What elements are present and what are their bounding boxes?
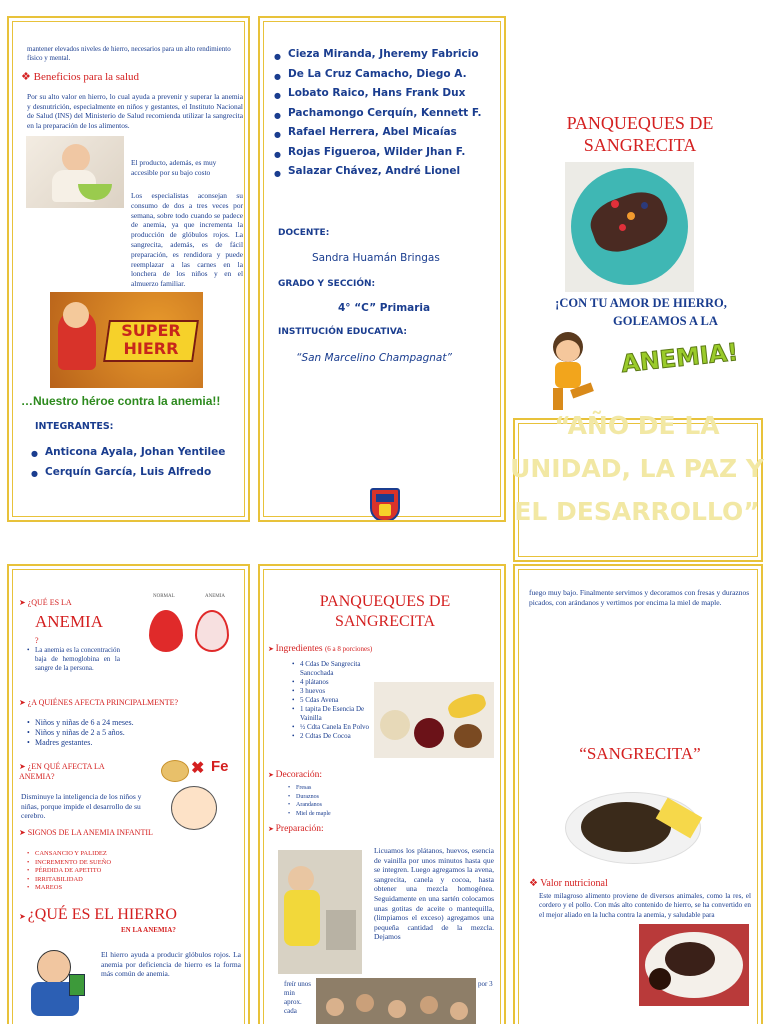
children-cooking-image — [278, 850, 362, 974]
benefits-paragraph-3: Los especialistas aconsejan su consumo de dos a tres veces por semana, sobre todo cuando se padece de anemia, ya que incrementa la producción de glóbulos rojos. La sangrecita, además, es de fácil preparación, es rendidora y puede reemplazar a las carnes en la lonchera de los niños y en el almuerzo familiar. — [131, 191, 243, 289]
member-item: ● Anticona Ayala, Johan Yentilee — [31, 442, 246, 462]
iron-deficiency-image — [157, 756, 239, 834]
list-item: • Arandanos — [286, 801, 366, 810]
preparation-text-right: por 3 — [478, 980, 493, 988]
group-photo-image — [316, 978, 476, 1024]
institucion-name: “San Marcelino Champagnat” — [296, 352, 452, 364]
list-item: • Niños y niñas de 2 a 5 años. — [25, 728, 225, 738]
panel-recipe — [258, 564, 506, 1024]
list-item: • 5 Cdas Avena — [290, 696, 370, 705]
list-item: • MAREOS — [25, 884, 185, 893]
cartoon-boy-kicking-image — [539, 332, 597, 412]
decoration-list — [286, 784, 366, 818]
year-title: “AÑO DE LA UNIDAD, LA PAZ Y EL DESARROLLO” — [510, 411, 764, 526]
question-effects: ➤ ¿EN QUÉ AFECTA LA ANEMIA? — [19, 762, 139, 782]
anemia-label: ANEMIA — [205, 594, 225, 599]
valor-text: Este milagroso alimento proviene de diversos animales, como la res, el cordero y el pollo. Con más alto contenido de hierro, se ha convertido en el mejor aliado en la lucha contra la anemia, y saludable para — [539, 892, 751, 919]
affected-groups-list — [25, 718, 225, 748]
blood-drops-image — [137, 588, 243, 670]
normal-blood-drop-icon — [149, 610, 183, 652]
institucion-label: INSTITUCIÓN EDUCATIVA: — [278, 327, 407, 337]
anemia-heading: ANEMIA — [35, 612, 103, 631]
decoration-title: ➤ Decoración: — [268, 770, 323, 780]
grado-label: GRADO Y SECCIÓN: — [278, 279, 376, 289]
intro-text: mantener elevados niveles de hierro, necesarios para un alto rendimiento físico y mental. — [27, 45, 231, 62]
super-hierro-label: SUPER HIERR — [121, 321, 181, 358]
members-list-1 — [31, 442, 246, 482]
panel-sangrecita — [513, 564, 763, 1024]
signs-list — [25, 850, 185, 893]
sangrecita-title: “SANGRECITA” — [579, 744, 701, 763]
cover-title: PANQUEQUES DE SANGRECITA — [566, 113, 714, 155]
benefits-title: ❖ Beneficios para la salud — [21, 71, 140, 83]
member-item: ● Lobato Raico, Hans Frank Dux — [274, 84, 500, 104]
school-crest-icon — [370, 488, 400, 522]
list-item: • La anemia es la concentración baja de hemoglobina en la sangre de la persona. — [25, 646, 120, 673]
list-item: • Madres gestantes. — [25, 738, 225, 748]
iron-text: El hierro ayuda a producir glóbulos rojos. La anemia por deficiencia de hierro es la forma más común de anemia. — [101, 950, 241, 979]
question-what-is: ➤ ¿QUÉ ES LA — [19, 598, 72, 607]
docente-name: Sandra Huamán Bringas — [312, 252, 440, 264]
pancake-plate-image — [565, 162, 694, 292]
list-item: • Niños y niñas de 6 a 24 meses. — [25, 718, 225, 728]
question-iron-sub: EN LA ANEMIA? — [121, 926, 176, 934]
list-item: • INCREMENTO DE SUEÑO — [25, 859, 185, 868]
list-item: • PÉRDIDA DE APETITO — [25, 867, 185, 876]
docente-label: DOCENTE: — [278, 228, 330, 238]
ingredients-title: ➤ Ingredientes (6 a 8 porciones) — [268, 644, 373, 654]
list-item: • ½ Cdta Canela En Polvo — [290, 723, 370, 732]
panel-health-benefits — [7, 16, 250, 522]
diamond-icon: ❖ — [21, 71, 31, 83]
popeye-image — [23, 944, 93, 1020]
preparation-text-left: freír unos min aprox. cada — [284, 980, 312, 1015]
list-item: • 4 plátanos — [290, 678, 370, 687]
effects-text: Disminuye la inteligencia de los niños y niñas, porque impide el desarrollo de su cerebro. — [21, 792, 142, 820]
hero-caption: …Nuestro héroe contra la anemia!! — [21, 394, 221, 408]
grado-value: 4° “C” Primaria — [338, 302, 431, 314]
list-item: • Fresas — [286, 784, 366, 793]
benefits-paragraph-1: Por su alto valor en hierro, lo cual ayuda a prevenir y superar la anemia y desnutrición, especialmente en niños y gestantes, el Instituto Nacional de Salud (INS) del Ministerio de Salud recomienda utilizar la sangrecita en la preparación de los alimentos. — [27, 92, 243, 131]
list-item: • 2 Cdtas De Cocoa — [290, 732, 370, 741]
list-item: • 1 tapita De Esencia De Vainilla — [290, 705, 370, 723]
sangrecita-plate-image — [559, 786, 709, 868]
recipe-title: PANQUEQUES DE SANGRECITA — [319, 593, 451, 630]
preparation-continued: fuego muy bajo. Finalmente servimos y decoramos con fresas y duraznos picados, con arándanos y vertimos por encima la miel de maple. — [529, 588, 750, 607]
ingredients-image — [374, 682, 494, 758]
list-item: • IRRITABILIDAD — [25, 876, 185, 885]
member-item: ● Cerquín García, Luis Alfredo — [31, 462, 246, 482]
member-item: ● Rafael Herrera, Abel Micaías — [274, 123, 500, 143]
question-iron: ➤ ¿QUÉ ES EL HIERRO — [19, 906, 177, 923]
list-item: • 3 huevos — [290, 687, 370, 696]
anemia-word-art: ANEMIA! — [619, 337, 740, 379]
x-mark-icon: ✖ — [191, 760, 205, 777]
fe-label: Fe — [211, 758, 229, 775]
preparation-text: Licuamos los plátanos, huevos, esencia de vainilla por unos minutos hasta que se integren. Luego agregamos la avena, sangrecita, canela y cocoa, hasta obtener una mezcla homogénea. Seguidamente en una sartén colocamos unas gotitas de aceite o mantequilla, (limpiamos el exceso) agregamos una pequeña cantidad de la mezcla. Dejamos — [374, 846, 494, 942]
list-item: • Miel de maple — [286, 810, 366, 819]
list-item: • Duraznos — [286, 793, 366, 802]
member-item: ● Salazar Chávez, André Lionel — [274, 162, 500, 182]
list-item: • CANSANCIO Y PALIDEZ — [25, 850, 185, 859]
question-who: ➤ ¿A QUIÉNES AFECTA PRINCIPALMENTE? — [19, 698, 178, 707]
slogan-line-2: GOLEAMOS A LA — [613, 314, 718, 328]
super-hierro-image — [50, 292, 203, 388]
ingredients-list — [290, 660, 370, 741]
benefits-paragraph-2: El producto, además, es muy accesible por su bajo costo — [131, 158, 217, 177]
member-item: ● Cieza Miranda, Jheremy Fabricio — [274, 45, 500, 65]
list-item: • 4 Cdas De Sangrecita Sancochada — [290, 660, 370, 678]
sad-face-icon — [171, 786, 217, 830]
question-signs: ➤ SIGNOS DE LA ANEMIA INFANTIL — [19, 828, 159, 838]
diamond-icon: ❖ — [529, 878, 538, 889]
normal-label: NORMAL — [153, 594, 175, 599]
preparation-title: ➤ Preparación: — [268, 824, 324, 834]
anemia-definition — [25, 646, 120, 673]
member-item: ● Rojas Figueroa, Wilder Jhan F. — [274, 143, 500, 163]
member-item: ● Pachamongo Cerquín, Kennett F. — [274, 104, 500, 124]
valor-title: ❖ Valor nutricional — [529, 878, 608, 889]
anemic-blood-drop-icon — [195, 610, 229, 652]
question-mark: ? — [35, 636, 39, 645]
panel-members — [258, 16, 506, 522]
integrantes-title: INTEGRANTES: — [35, 421, 114, 432]
member-item: ● De La Cruz Camacho, Diego A. — [274, 65, 500, 85]
sangrecita-meal-image — [639, 924, 749, 1006]
slogan-line-1: ¡CON TU AMOR DE HIERRO, — [555, 296, 727, 310]
panel-cover — [510, 16, 764, 562]
members-list-2 — [274, 45, 500, 182]
panel-anemia-info — [7, 564, 250, 1024]
